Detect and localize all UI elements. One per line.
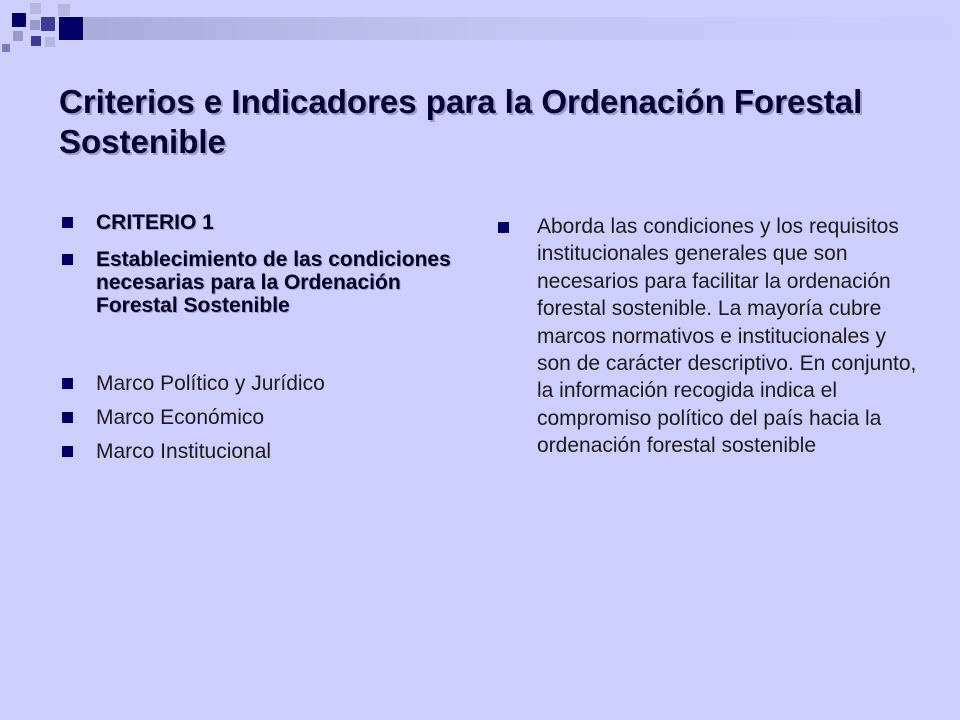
decor-square-mid bbox=[41, 17, 55, 31]
decor-square-dark bbox=[12, 13, 26, 27]
decor-square-mid bbox=[2, 44, 10, 52]
list-item-criterio bbox=[62, 211, 482, 234]
left-column bbox=[62, 211, 482, 465]
square-bullet-icon bbox=[62, 254, 73, 265]
description-text: Aborda las condiciones y los requisitos institucionales generales que son necesarios para facilitar la ordenación forestal sostenible. La mayoría cubre marcos normativos e institucionales y son de carácter descriptivo. En conjunto, la información recogida indica el compromiso político del país hacia la ordenación forestal sostenible bbox=[537, 215, 917, 458]
decor-square-light bbox=[45, 37, 55, 47]
list-item-label: CRITERIO 1 bbox=[96, 211, 214, 234]
slide-title: Criterios e Indicadores para la Ordenación Forestal Sostenible bbox=[59, 83, 863, 160]
list-item-establecimiento bbox=[62, 248, 482, 317]
decor-top-bar bbox=[59, 17, 960, 40]
list-item-label: Marco Institucional bbox=[96, 440, 272, 463]
square-bullet-icon bbox=[62, 217, 73, 228]
list-item-label: Establecimiento de las condiciones necesarias para la Ordenación Forestal Sostenible bbox=[96, 248, 451, 317]
decor-top-bar-gradient bbox=[83, 17, 960, 40]
decor-square-light bbox=[30, 3, 41, 14]
list-item-label: Marco Económico bbox=[96, 406, 265, 429]
square-bullet-icon bbox=[498, 222, 509, 233]
description-paragraph bbox=[498, 213, 918, 460]
list-item-marco-institucional bbox=[62, 438, 482, 465]
decor-square-light bbox=[13, 31, 23, 41]
square-bullet-icon bbox=[62, 446, 73, 457]
list-item-label: Marco Político y Jurídico bbox=[96, 372, 325, 395]
list-item-marco-politico bbox=[62, 370, 482, 397]
decor-square-mid bbox=[31, 36, 41, 46]
decor-square-light bbox=[30, 20, 40, 30]
decor-top-bar-dark bbox=[59, 17, 83, 40]
list-item-marco-economico bbox=[62, 404, 482, 431]
decor-square-light bbox=[58, 4, 70, 16]
right-column bbox=[498, 213, 918, 460]
square-bullet-icon bbox=[62, 412, 73, 423]
square-bullet-icon bbox=[62, 378, 73, 389]
